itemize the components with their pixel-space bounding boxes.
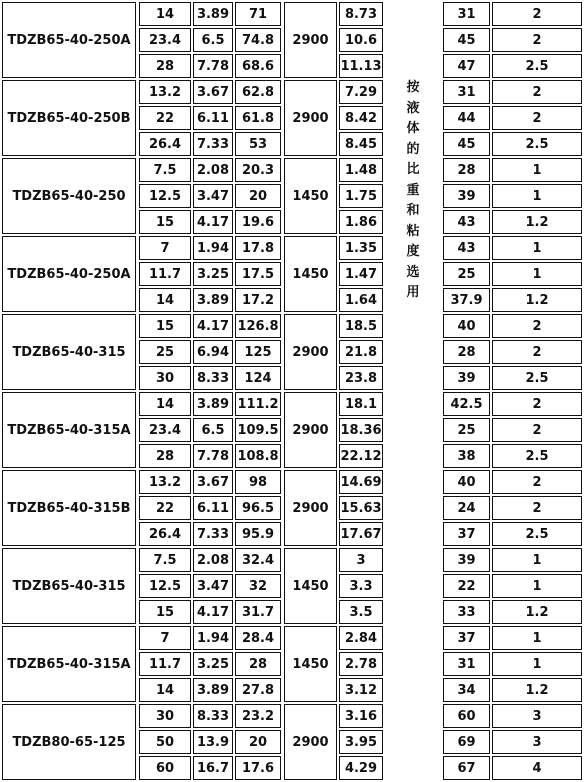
efficiency-cell: 34 bbox=[443, 678, 490, 702]
efficiency-cell: 39 bbox=[443, 184, 490, 208]
note-char: 液 bbox=[406, 100, 420, 116]
shaft-power-cell: 3.12 bbox=[339, 678, 383, 702]
head-cell: 17.6 bbox=[235, 756, 281, 780]
efficiency-cell: 43 bbox=[443, 210, 490, 234]
flow-ls-cell: 16.7 bbox=[193, 756, 233, 780]
flow-ls-cell: 8.33 bbox=[193, 704, 233, 728]
npsh-cell: 2 bbox=[492, 2, 582, 26]
shaft-power-cell: 3 bbox=[339, 548, 383, 572]
head-cell: 68.6 bbox=[235, 54, 281, 78]
speed-cell: 2900 bbox=[284, 704, 337, 780]
head-cell: 20 bbox=[235, 184, 281, 208]
flow-m3h-cell: 22 bbox=[139, 106, 191, 130]
shaft-power-cell: 1.47 bbox=[339, 262, 383, 286]
speed-cell: 1450 bbox=[284, 158, 337, 234]
npsh-cell: 1.2 bbox=[492, 210, 582, 234]
head-cell: 62.8 bbox=[235, 80, 281, 104]
head-cell: 28.4 bbox=[235, 626, 281, 650]
head-cell: 95.9 bbox=[235, 522, 281, 546]
shaft-power-cell: 10.6 bbox=[339, 28, 383, 52]
head-cell: 96.5 bbox=[235, 496, 281, 520]
flow-m3h-cell: 26.4 bbox=[139, 522, 191, 546]
head-cell: 28 bbox=[235, 652, 281, 676]
shaft-power-cell: 4.29 bbox=[339, 756, 383, 780]
head-cell: 31.7 bbox=[235, 600, 281, 624]
shaft-power-cell: 7.29 bbox=[339, 80, 383, 104]
efficiency-cell: 31 bbox=[443, 652, 490, 676]
note-char: 和 bbox=[406, 203, 420, 218]
efficiency-cell: 44 bbox=[443, 106, 490, 130]
flow-m3h-cell: 7.5 bbox=[139, 548, 191, 572]
npsh-cell: 2 bbox=[492, 496, 582, 520]
efficiency-cell: 47 bbox=[443, 54, 490, 78]
shaft-power-cell: 3.3 bbox=[339, 574, 383, 598]
flow-m3h-cell: 26.4 bbox=[139, 132, 191, 156]
flow-m3h-cell: 14 bbox=[139, 392, 191, 416]
npsh-cell: 4 bbox=[492, 756, 582, 780]
shaft-power-cell: 22.12 bbox=[339, 444, 383, 468]
shaft-power-cell: 2.84 bbox=[339, 626, 383, 650]
flow-ls-cell: 4.17 bbox=[193, 210, 233, 234]
speed-cell: 2900 bbox=[284, 470, 337, 546]
efficiency-cell: 43 bbox=[443, 236, 490, 260]
efficiency-cell: 25 bbox=[443, 418, 490, 442]
flow-m3h-cell: 12.5 bbox=[139, 184, 191, 208]
efficiency-cell: 24 bbox=[443, 496, 490, 520]
head-cell: 20.3 bbox=[235, 158, 281, 182]
head-cell: 27.8 bbox=[235, 678, 281, 702]
efficiency-cell: 37.9 bbox=[443, 288, 490, 312]
npsh-cell: 1 bbox=[492, 548, 582, 572]
shaft-power-cell: 3.5 bbox=[339, 600, 383, 624]
flow-m3h-cell: 13.2 bbox=[139, 470, 191, 494]
efficiency-cell: 60 bbox=[443, 704, 490, 728]
npsh-cell: 3 bbox=[492, 704, 582, 728]
note-char: 粘 bbox=[406, 223, 420, 239]
flow-m3h-cell: 14 bbox=[139, 288, 191, 312]
model-cell: TDZB65-40-315B bbox=[2, 470, 136, 546]
flow-m3h-cell: 11.7 bbox=[139, 262, 191, 286]
flow-ls-cell: 3.89 bbox=[193, 288, 233, 312]
model-cell: TDZB80-65-125 bbox=[2, 704, 136, 780]
speed-cell: 1450 bbox=[284, 548, 337, 624]
head-cell: 109.5 bbox=[235, 418, 281, 442]
efficiency-cell: 25 bbox=[443, 262, 490, 286]
flow-m3h-cell: 11.7 bbox=[139, 652, 191, 676]
head-cell: 98 bbox=[235, 470, 281, 494]
npsh-cell: 2 bbox=[492, 470, 582, 494]
flow-ls-cell: 3.47 bbox=[193, 184, 233, 208]
efficiency-cell: 67 bbox=[443, 756, 490, 780]
flow-m3h-cell: 30 bbox=[139, 366, 191, 390]
shaft-power-cell: 23.8 bbox=[339, 366, 383, 390]
efficiency-cell: 33 bbox=[443, 600, 490, 624]
flow-m3h-cell: 14 bbox=[139, 678, 191, 702]
flow-ls-cell: 1.94 bbox=[193, 626, 233, 650]
npsh-cell: 2 bbox=[492, 340, 582, 364]
head-cell: 20 bbox=[235, 730, 281, 754]
flow-ls-cell: 3.89 bbox=[193, 392, 233, 416]
flow-m3h-cell: 13.2 bbox=[139, 80, 191, 104]
flow-m3h-cell: 22 bbox=[139, 496, 191, 520]
efficiency-cell: 42.5 bbox=[443, 392, 490, 416]
head-cell: 19.6 bbox=[235, 210, 281, 234]
flow-ls-cell: 1.94 bbox=[193, 236, 233, 260]
note-char: 体 bbox=[406, 121, 420, 136]
model-cell: TDZB65-40-250A bbox=[2, 236, 136, 312]
flow-ls-cell: 2.08 bbox=[193, 158, 233, 182]
flow-m3h-cell: 60 bbox=[139, 756, 191, 780]
shaft-power-cell: 17.67 bbox=[339, 522, 383, 546]
flow-m3h-cell: 23.4 bbox=[139, 418, 191, 442]
head-cell: 108.8 bbox=[235, 444, 281, 468]
efficiency-cell: 31 bbox=[443, 2, 490, 26]
npsh-cell: 1.2 bbox=[492, 678, 582, 702]
shaft-power-cell: 18.36 bbox=[339, 418, 383, 442]
efficiency-cell: 39 bbox=[443, 366, 490, 390]
note-char: 的 bbox=[406, 141, 420, 157]
npsh-cell: 2.5 bbox=[492, 132, 582, 156]
npsh-cell: 1.2 bbox=[492, 600, 582, 624]
shaft-power-cell: 3.95 bbox=[339, 730, 383, 754]
efficiency-cell: 45 bbox=[443, 28, 490, 52]
head-cell: 74.8 bbox=[235, 28, 281, 52]
flow-m3h-cell: 28 bbox=[139, 54, 191, 78]
shaft-power-cell: 2.78 bbox=[339, 652, 383, 676]
npsh-cell: 1 bbox=[492, 652, 582, 676]
npsh-cell: 1 bbox=[492, 626, 582, 650]
speed-cell: 2900 bbox=[284, 2, 337, 78]
flow-ls-cell: 13.9 bbox=[193, 730, 233, 754]
flow-m3h-cell: 23.4 bbox=[139, 28, 191, 52]
flow-ls-cell: 3.25 bbox=[193, 652, 233, 676]
npsh-cell: 2 bbox=[492, 106, 582, 130]
flow-m3h-cell: 30 bbox=[139, 704, 191, 728]
speed-cell: 1450 bbox=[284, 236, 337, 312]
flow-m3h-cell: 14 bbox=[139, 2, 191, 26]
note-char: 选 bbox=[406, 264, 420, 280]
note-char: 比 bbox=[406, 162, 420, 177]
shaft-power-cell: 1.48 bbox=[339, 158, 383, 182]
flow-ls-cell: 6.5 bbox=[193, 28, 233, 52]
flow-ls-cell: 3.89 bbox=[193, 678, 233, 702]
flow-ls-cell: 6.11 bbox=[193, 106, 233, 130]
efficiency-cell: 31 bbox=[443, 80, 490, 104]
flow-ls-cell: 4.17 bbox=[193, 600, 233, 624]
npsh-cell: 2.5 bbox=[492, 54, 582, 78]
flow-ls-cell: 7.33 bbox=[193, 132, 233, 156]
npsh-cell: 1 bbox=[492, 236, 582, 260]
shaft-power-cell: 14.69 bbox=[339, 470, 383, 494]
model-cell: TDZB65-40-315A bbox=[2, 626, 136, 702]
efficiency-cell: 45 bbox=[443, 132, 490, 156]
shaft-power-cell: 21.8 bbox=[339, 340, 383, 364]
flow-ls-cell: 6.94 bbox=[193, 340, 233, 364]
efficiency-cell: 39 bbox=[443, 548, 490, 572]
flow-m3h-cell: 7 bbox=[139, 626, 191, 650]
head-cell: 71 bbox=[235, 2, 281, 26]
npsh-cell: 1 bbox=[492, 262, 582, 286]
npsh-cell: 2 bbox=[492, 418, 582, 442]
model-cell: TDZB65-40-315 bbox=[2, 548, 136, 624]
npsh-cell: 2 bbox=[492, 392, 582, 416]
flow-ls-cell: 3.25 bbox=[193, 262, 233, 286]
shaft-power-cell: 8.45 bbox=[339, 132, 383, 156]
speed-cell: 1450 bbox=[284, 626, 337, 702]
flow-m3h-cell: 15 bbox=[139, 210, 191, 234]
flow-ls-cell: 6.11 bbox=[193, 496, 233, 520]
note-char: 度 bbox=[406, 244, 420, 259]
flow-ls-cell: 4.17 bbox=[193, 314, 233, 338]
head-cell: 124 bbox=[235, 366, 281, 390]
flow-m3h-cell: 15 bbox=[139, 314, 191, 338]
flow-ls-cell: 3.47 bbox=[193, 574, 233, 598]
flow-ls-cell: 2.08 bbox=[193, 548, 233, 572]
speed-cell: 2900 bbox=[284, 392, 337, 468]
model-cell: TDZB65-40-315A bbox=[2, 392, 136, 468]
npsh-cell: 3 bbox=[492, 730, 582, 754]
flow-ls-cell: 3.89 bbox=[193, 2, 233, 26]
efficiency-cell: 37 bbox=[443, 626, 490, 650]
model-cell: TDZB65-40-250 bbox=[2, 158, 136, 234]
efficiency-cell: 28 bbox=[443, 340, 490, 364]
flow-ls-cell: 3.67 bbox=[193, 470, 233, 494]
shaft-power-cell: 8.73 bbox=[339, 2, 383, 26]
npsh-cell: 2.5 bbox=[492, 366, 582, 390]
efficiency-cell: 22 bbox=[443, 574, 490, 598]
viscosity-note bbox=[400, 78, 426, 304]
shaft-power-cell: 18.1 bbox=[339, 392, 383, 416]
flow-m3h-cell: 12.5 bbox=[139, 574, 191, 598]
head-cell: 32.4 bbox=[235, 548, 281, 572]
flow-m3h-cell: 15 bbox=[139, 600, 191, 624]
head-cell: 53 bbox=[235, 132, 281, 156]
head-cell: 32 bbox=[235, 574, 281, 598]
head-cell: 17.2 bbox=[235, 288, 281, 312]
note-char: 重 bbox=[406, 182, 420, 198]
head-cell: 111.2 bbox=[235, 392, 281, 416]
head-cell: 17.5 bbox=[235, 262, 281, 286]
shaft-power-cell: 8.42 bbox=[339, 106, 383, 130]
speed-cell: 2900 bbox=[284, 80, 337, 156]
efficiency-cell: 28 bbox=[443, 158, 490, 182]
shaft-power-cell: 15.63 bbox=[339, 496, 383, 520]
efficiency-cell: 40 bbox=[443, 314, 490, 338]
head-cell: 125 bbox=[235, 340, 281, 364]
shaft-power-cell: 1.75 bbox=[339, 184, 383, 208]
npsh-cell: 2 bbox=[492, 314, 582, 338]
model-cell: TDZB65-40-315 bbox=[2, 314, 136, 390]
flow-ls-cell: 7.78 bbox=[193, 444, 233, 468]
flow-m3h-cell: 7.5 bbox=[139, 158, 191, 182]
flow-m3h-cell: 7 bbox=[139, 236, 191, 260]
model-cell: TDZB65-40-250A bbox=[2, 2, 136, 78]
flow-m3h-cell: 25 bbox=[139, 340, 191, 364]
shaft-power-cell: 1.86 bbox=[339, 210, 383, 234]
flow-ls-cell: 3.67 bbox=[193, 80, 233, 104]
npsh-cell: 1 bbox=[492, 158, 582, 182]
flow-ls-cell: 7.78 bbox=[193, 54, 233, 78]
npsh-cell: 2 bbox=[492, 80, 582, 104]
shaft-power-cell: 11.13 bbox=[339, 54, 383, 78]
npsh-cell: 2.5 bbox=[492, 522, 582, 546]
efficiency-cell: 37 bbox=[443, 522, 490, 546]
note-char: 按 bbox=[406, 80, 420, 95]
note-char: 用 bbox=[406, 285, 420, 300]
efficiency-cell: 69 bbox=[443, 730, 490, 754]
npsh-cell: 2.5 bbox=[492, 444, 582, 468]
flow-ls-cell: 8.33 bbox=[193, 366, 233, 390]
npsh-cell: 2 bbox=[492, 28, 582, 52]
npsh-cell: 1 bbox=[492, 574, 582, 598]
npsh-cell: 1.2 bbox=[492, 288, 582, 312]
shaft-power-cell: 3.16 bbox=[339, 704, 383, 728]
flow-ls-cell: 7.33 bbox=[193, 522, 233, 546]
flow-m3h-cell: 50 bbox=[139, 730, 191, 754]
efficiency-cell: 40 bbox=[443, 470, 490, 494]
model-cell: TDZB65-40-250B bbox=[2, 80, 136, 156]
head-cell: 126.8 bbox=[235, 314, 281, 338]
efficiency-cell: 38 bbox=[443, 444, 490, 468]
shaft-power-cell: 1.35 bbox=[339, 236, 383, 260]
npsh-cell: 1 bbox=[492, 184, 582, 208]
flow-ls-cell: 6.5 bbox=[193, 418, 233, 442]
head-cell: 17.8 bbox=[235, 236, 281, 260]
head-cell: 61.8 bbox=[235, 106, 281, 130]
shaft-power-cell: 1.64 bbox=[339, 288, 383, 312]
shaft-power-cell: 18.5 bbox=[339, 314, 383, 338]
head-cell: 23.2 bbox=[235, 704, 281, 728]
flow-m3h-cell: 28 bbox=[139, 444, 191, 468]
speed-cell: 2900 bbox=[284, 314, 337, 390]
